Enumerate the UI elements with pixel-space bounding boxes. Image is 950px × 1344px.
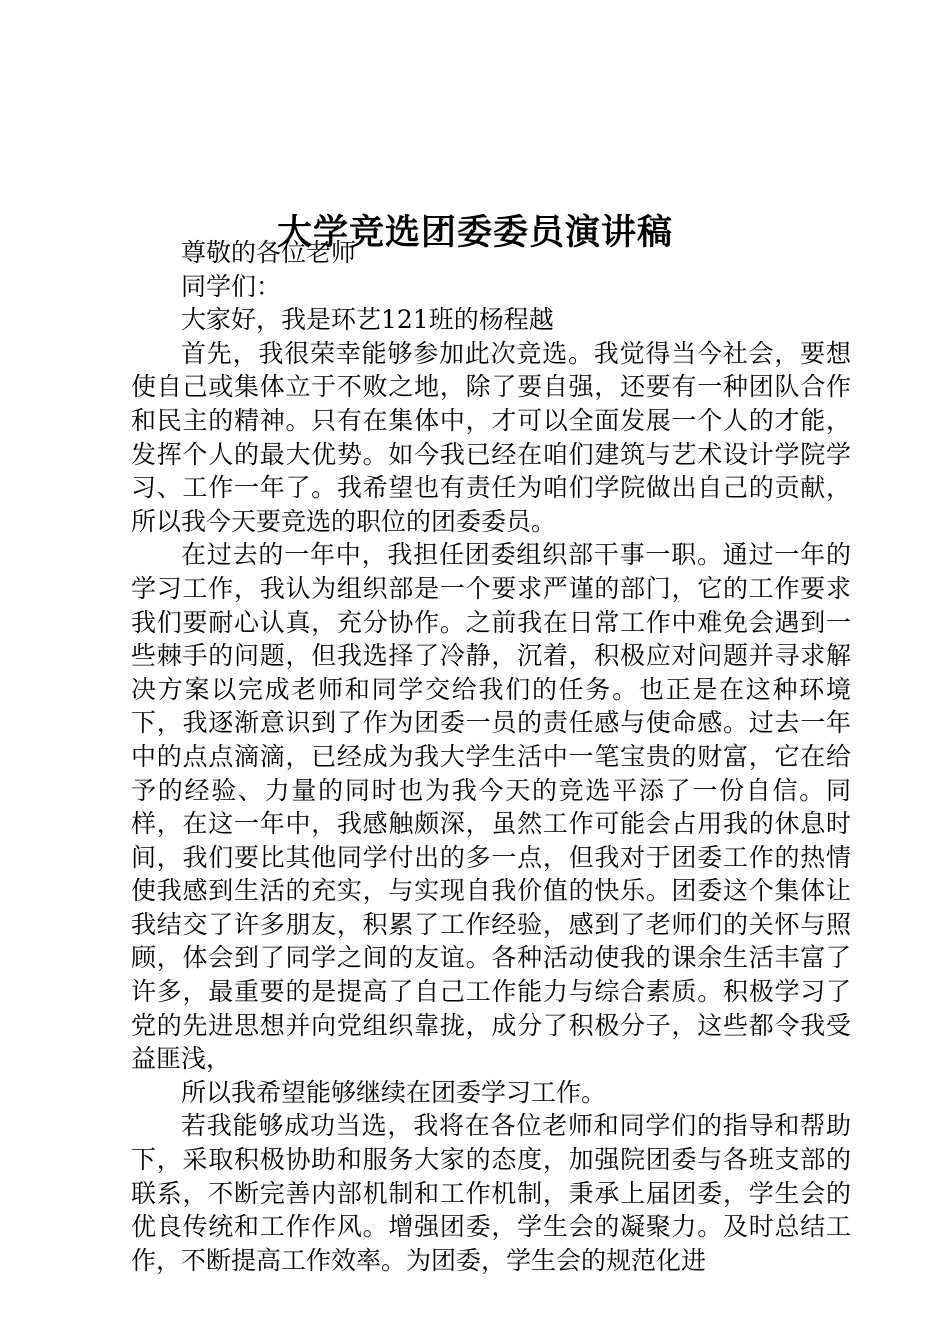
document-title: 大学竞选团委委员演讲稿 [276,212,673,254]
body-paragraph: 所以我希望能够继续在团委学习工作。 [181,1077,607,1107]
body-paragraph: 在过去的一年中，我担任团委组织部干事一职。通过一年的学习工作，我认为组织部是一个要求严谨的部门，它的工作要求我们要耐心认真，充分协作。之前我在日常工作中难免会遇到一些棘手的问题，但我选择了冷静，沉着，积极应对问题并寻求解决方案以完成老师和同学交给我们的任务。也正是在这种环境下，我逐渐意识到了作为团委一员的责任感与使命感。过去一年中的点点滴滴，已经成为我大学生活中一笔宝贵的财富，它在给予的经验、力量的同时也为我今天的竞选平添了一份自信。同样，在这一年中，我感触颇深，虽然工作可能会占用我的休息时间，我们要比其他同学付出的多一点，但我对于团委工作的热情使我感到生活的充实，与实现自我价值的快乐。团委这个集体让我结交了许多朋友，积累了工作经验，感到了老师们的关怀与照顾，体会到了同学之间的友谊。各种活动使我的课余生活丰富了许多，最重要的是提高了自己工作能力与综合素质。积极学习了党的先进思想并向党组织靠拢，成分了积极分子，这些都令我受益匪浅， [131,540,851,1074]
body-paragraph: 首先，我很荣幸能够参加此次竞选。我觉得当今社会，要想使自己或集体立于不败之地，除了要自强，还要有一种团队合作和民主的精神。只有在集体中，才可以全面发展一个人的才能，发挥个人的最大优势。如今我已经在咱们建筑与艺术设计学院学习、工作一年了。我希望也有责任为咱们学院做出自己的贡献，所以我今天要竞选的职位的团委委员。 [131,338,851,536]
greeting-line: 尊敬的各位老师 [181,238,357,267]
document-body [131,236,851,1277]
body-paragraph: 若我能够成功当选，我将在各位老师和同学们的指导和帮助下，采取积极协助和服务大家的态度，加强院团委与各班支部的联系，不断完善内部机制和工作机制，秉承上届团委，学生会的优良传统和工作作风。增强团委，学生会的凝聚力。及时总结工作，不断提高工作效率。为团委，学生会的规范化进 [131,1111,851,1275]
greeting-line: 同学们： [181,271,282,301]
self-introduction: 大家好，我是环艺121班的杨程越 [181,305,554,335]
